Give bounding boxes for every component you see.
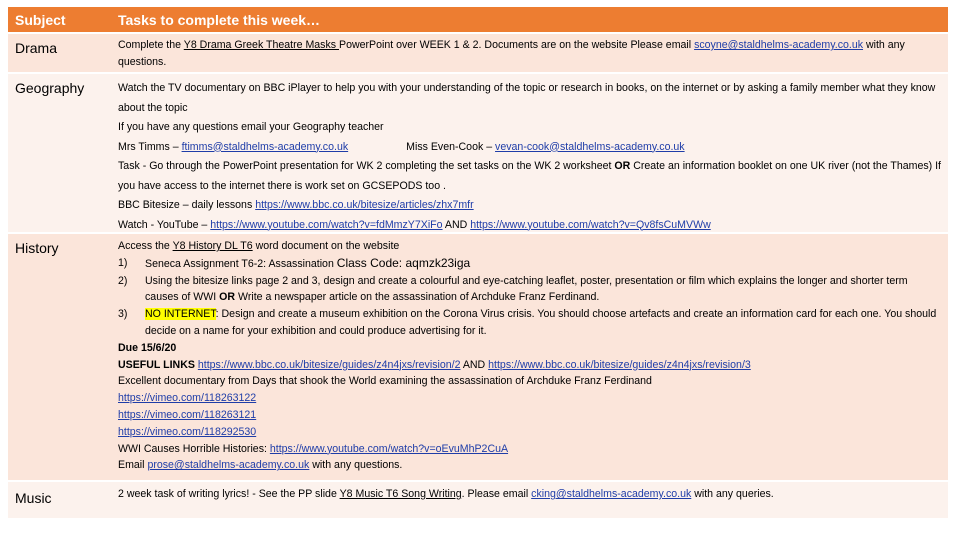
- table-header-row: [8, 7, 948, 34]
- history-item-2: [118, 273, 944, 307]
- drama-text-1: Complete the: [118, 39, 184, 51]
- tasks-music: [108, 482, 948, 518]
- subject-history: History: [15, 240, 59, 256]
- history-vimeo-link-1[interactable]: https://vimeo.com/118263122: [118, 392, 257, 405]
- history-email-text: with any questions.: [309, 459, 403, 472]
- history-horrible-histories: [118, 441, 944, 458]
- music-email-link[interactable]: cking@staldhelms-academy.co.uk: [531, 488, 692, 500]
- history-item-3-text: : Design and create a museum exhibition on the Corona Virus crisis. You should choose artefacts and create an information card for each one. You should decide on a name for your exhibition and could produce advertising for it.: [145, 308, 937, 337]
- history-horrible-histories-label: WWI Causes Horrible Histories:: [118, 442, 270, 455]
- history-useful-links: [118, 357, 944, 374]
- geography-line-1: Watch the TV documentary on BBC iPlayer to help you with your understanding of the topic or research in books, on the internet or by asking a family member what they know about the topic: [118, 82, 936, 114]
- history-useful-and: AND: [460, 358, 489, 371]
- geography-teacher-1: Mrs Timms –: [118, 140, 182, 153]
- subject-music: Music: [15, 490, 52, 506]
- geography-bitesize-label: BBC Bitesize – daily lessons: [118, 199, 256, 211]
- geography-youtube-and: AND: [442, 218, 471, 231]
- geography-task-or: OR: [614, 160, 631, 172]
- geography-youtube-label: Watch - YouTube –: [118, 218, 211, 231]
- history-item-1-number: 1): [118, 256, 128, 269]
- geography-teachers: [118, 138, 944, 158]
- history-vimeo-link-2[interactable]: https://vimeo.com/118263121: [118, 408, 257, 421]
- geography-task-text-1: Task - Go through the PowerPoint presentation for WK 2 completing the set tasks on the WK 2 worksheet: [118, 160, 615, 172]
- table-row-geography: [8, 74, 948, 234]
- tasks-geography: [108, 74, 948, 232]
- history-intro: [118, 238, 944, 255]
- history-bitesize-link-1[interactable]: https://www.bbc.co.uk/bitesize/guides/z4n4jxs/revision/2: [197, 358, 461, 371]
- history-doc-link[interactable]: Y8 History DL T6: [172, 240, 253, 252]
- history-item-1: [118, 255, 944, 273]
- history-vimeo-link-3[interactable]: https://vimeo.com/118292530: [118, 425, 257, 438]
- subject-drama: Drama: [15, 40, 58, 56]
- history-horrible-histories-link[interactable]: https://www.youtube.com/watch?v=oEvuMhP2CuA: [269, 442, 509, 455]
- music-slide-link[interactable]: Y8 Music T6 Song Writing: [339, 488, 462, 500]
- geography-youtube-link-1[interactable]: https://www.youtube.com/watch?v=fdMmzY7XiFo: [210, 218, 443, 231]
- music-text-3: with any queries.: [691, 488, 774, 500]
- history-item-2-text-2: Write a newspaper article on the assassination of Archduke Franz Ferdinand.: [235, 291, 600, 304]
- table-row-music: [8, 482, 948, 520]
- history-email: [118, 457, 944, 474]
- history-useful-label: USEFUL LINKS: [118, 358, 198, 371]
- history-item-2-text-1: Using the bitesize links page 2 and 3, design and create a colourful and eye-catching leaflet, poster, presentation or film which explains the longer and shorter term causes of WWI: [145, 274, 908, 304]
- history-class-code: Class Code: aqmzk23iga: [336, 255, 471, 270]
- history-item-1-text: Seneca Assignment T6-2: Assassination: [145, 257, 337, 270]
- geography-bitesize-link[interactable]: https://www.bbc.co.uk/bitesize/articles/zhx7mfr: [255, 199, 474, 211]
- tasks-table: [8, 7, 948, 520]
- tasks-drama: [108, 34, 948, 72]
- drama-email-link[interactable]: scoyne@staldhelms-academy.co.uk: [694, 39, 864, 51]
- geography-email-1[interactable]: ftimms@staldhelms-academy.co.uk: [181, 140, 349, 153]
- history-bitesize-link-2[interactable]: https://www.bbc.co.uk/bitesize/guides/z4n4jxs/revision/3: [488, 358, 751, 371]
- geography-bitesize: [118, 196, 944, 216]
- history-email-label: Email: [118, 459, 148, 472]
- drama-text-2: PowerPoint over WEEK 1 & 2. Documents are on the website Please email: [339, 39, 695, 51]
- history-documentary: Excellent documentary from Days that shook the World examining the assassination of Archduke Franz Ferdinand: [118, 375, 652, 388]
- drama-text-3: with any questions.: [118, 39, 905, 68]
- geography-line-2: If you have any questions email your Geography teacher: [118, 121, 384, 133]
- geography-youtube-link-2[interactable]: https://www.youtube.com/watch?v=Qv8fsCuMVWw: [470, 218, 711, 231]
- history-intro-text-1: Access the: [118, 240, 173, 252]
- history-no-internet-highlight: NO INTERNET: [145, 308, 216, 321]
- geography-task: [118, 157, 944, 196]
- geography-youtube: [118, 216, 944, 236]
- header-subject: Subject: [15, 11, 66, 28]
- history-item-3-number: 3): [118, 308, 128, 321]
- header-tasks: Tasks to complete this week…: [118, 11, 321, 28]
- history-intro-text-2: word document on the website: [252, 240, 400, 252]
- history-item-2-or: OR: [219, 291, 236, 304]
- music-text-2: . Please email: [461, 488, 532, 500]
- subject-geography: Geography: [15, 80, 85, 96]
- table-row-history: [8, 234, 948, 482]
- music-text-1: 2 week task of writing lyrics! - See the PP slide: [118, 488, 340, 500]
- tasks-history: [108, 234, 948, 480]
- history-item-2-number: 2): [118, 274, 128, 287]
- history-item-3: [118, 306, 944, 340]
- geography-teacher-2: Miss Even-Cook –: [406, 140, 496, 153]
- history-email-link[interactable]: prose@staldhelms-academy.co.uk: [147, 459, 310, 472]
- geography-email-2[interactable]: vevan-cook@staldhelms-academy.co.uk: [495, 140, 685, 153]
- table-row-drama: [8, 34, 948, 74]
- drama-doc-link[interactable]: Y8 Drama Greek Theatre Masks: [183, 39, 339, 51]
- geography-task-text-2: Create an information booklet on one UK river (not the Thames) If you have access to the internet there is work set on GCSEPODS too .: [118, 160, 941, 192]
- history-due-date: Due 15/6/20: [118, 341, 177, 354]
